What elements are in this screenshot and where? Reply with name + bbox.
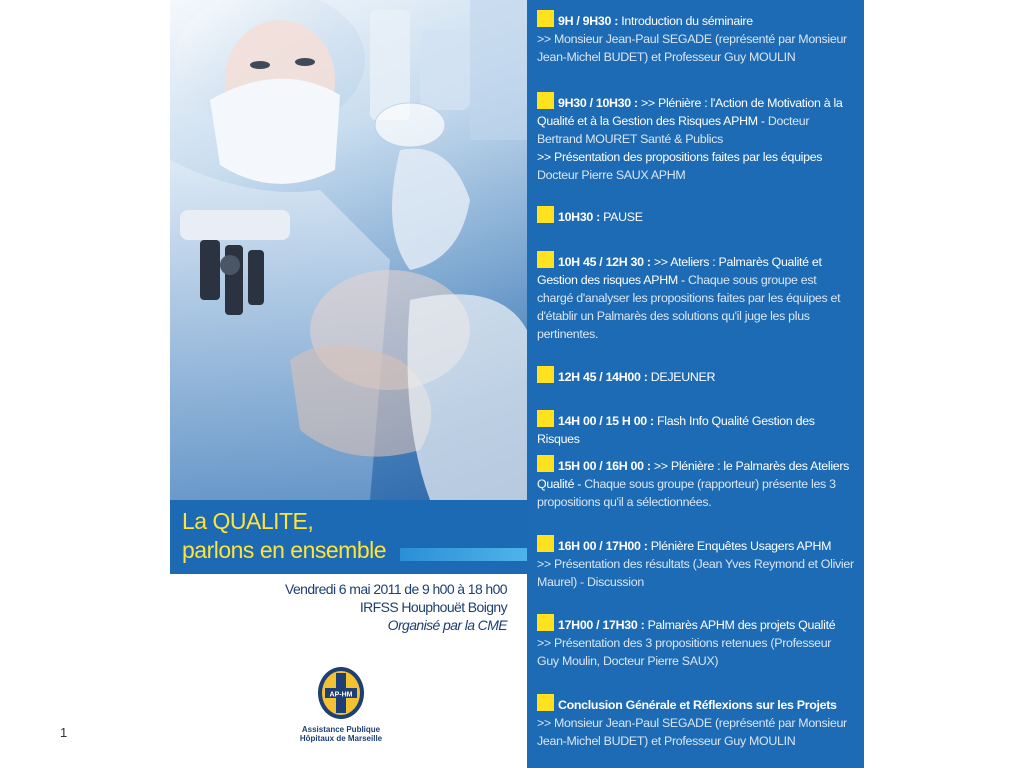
yellow-bullet-icon [537, 535, 554, 552]
item-title: DEJEUNER [647, 370, 716, 384]
aphm-logo-icon [316, 665, 366, 721]
poster-title-line1: La QUALITE, [182, 508, 314, 534]
item-title: >> Ateliers : Palmarès Qualité et Gestion des risques APHM - [537, 255, 822, 287]
item-title: >> Plénière : le Palmarès des Ateliers Qualité - [537, 459, 850, 491]
program-item [537, 694, 855, 750]
item-title: Flash Info Qualité Gestion des Risques [537, 414, 815, 446]
event-venue: IRFSS Houphouët Boigny [359, 599, 507, 615]
slide-page-number: 1 [60, 725, 68, 740]
poster-title-band [170, 500, 527, 574]
yellow-bullet-icon [537, 92, 554, 109]
program-item [537, 366, 855, 386]
aphm-logo [316, 665, 366, 721]
item-time: 12H 45 / 14H00 : [558, 370, 648, 384]
yellow-bullet-icon [537, 694, 554, 711]
event-info [170, 580, 507, 634]
event-organizer: Organisé par la CME [387, 617, 507, 633]
item-time: 16H 00 / 17H00 : [558, 539, 648, 553]
program-item [537, 455, 855, 511]
yellow-bullet-icon [537, 251, 554, 268]
item-sub: Docteur Bertrand MOURET Santé & Publics [537, 114, 810, 146]
yellow-bullet-icon [537, 10, 554, 27]
lab-scene-illustration [170, 0, 527, 500]
logo-caption-line2: Hôpitaux de Marseille [299, 734, 383, 743]
logo-caption-line1: Assistance Publique [301, 725, 381, 734]
program-item [537, 10, 855, 66]
program-column [527, 0, 864, 768]
program-item [537, 251, 855, 343]
yellow-bullet-icon [537, 614, 554, 631]
program-item [537, 92, 855, 184]
title-accent-stripe [400, 548, 527, 561]
item-sub2: Docteur Pierre SAUX APHM [537, 168, 686, 182]
item-line: >> Monsieur Jean-Paul SEGADE (représenté par Monsieur Jean-Michel BUDET) et Professeur Guy MOULIN [537, 716, 847, 748]
program-item [537, 614, 855, 670]
yellow-bullet-icon [537, 455, 554, 472]
item-time: 17H00 / 17H30 : [558, 618, 645, 632]
program-item [537, 206, 855, 226]
item-sub: Chaque sous groupe est chargé d'analyser les propositions faites par les équipes et d'établir un Palmarès des solutions qu'il juge les plus pertinentes. [537, 273, 841, 341]
item-time: 10H 45 / 12H 30 : [558, 255, 651, 269]
lab-photo [170, 0, 527, 500]
event-date: Vendredi 6 mai 2011 de 9 h00 à 18 h00 [285, 581, 507, 597]
logo-letters: AP-HM [329, 691, 353, 699]
item-title: Introduction du séminaire [618, 14, 753, 28]
item-time: 9H / 9H30 : [558, 14, 619, 28]
item-title: Plénière Enquêtes Usagers APHM [647, 539, 832, 553]
item-time: 15H 00 / 16H 00 : [558, 459, 651, 473]
item-title: >> Plénière : l'Action de Motivation à la Qualité et à la Gestion des Risques APHM - [537, 96, 843, 128]
item-line: >> Présentation des propositions faites par les équipes [537, 150, 823, 164]
logo-caption [290, 725, 392, 743]
item-time: 10H30 : [558, 210, 600, 224]
item-title: Palmarès APHM des projets Qualité [644, 618, 836, 632]
item-time: 9H30 / 10H30 : [558, 96, 638, 110]
item-time: 14H 00 / 15 H 00 : [558, 414, 654, 428]
item-line: >> Présentation des résultats (Jean Yves Reymond et Olivier Maurel) - Discussion [537, 557, 854, 589]
program-item [537, 410, 855, 448]
item-sub: Chaque sous groupe (rapporteur) présente les 3 propositions qu'il a sélectionnées. [537, 477, 836, 509]
item-line: >> Monsieur Jean-Paul SEGADE (représenté par Monsieur Jean-Michel BUDET) et Professeur Guy MOULIN [537, 32, 847, 64]
item-line: >> Présentation des 3 propositions retenues (Professeur Guy Moulin, Docteur Pierre SAUX) [537, 636, 832, 668]
yellow-bullet-icon [537, 206, 554, 223]
item-time: Conclusion Générale et Réflexions sur les Projets [558, 698, 837, 712]
item-title: PAUSE [599, 210, 643, 224]
yellow-bullet-icon [537, 410, 554, 427]
program-item [537, 535, 855, 591]
poster-title-line2: parlons en ensemble [182, 537, 387, 563]
yellow-bullet-icon [537, 366, 554, 383]
